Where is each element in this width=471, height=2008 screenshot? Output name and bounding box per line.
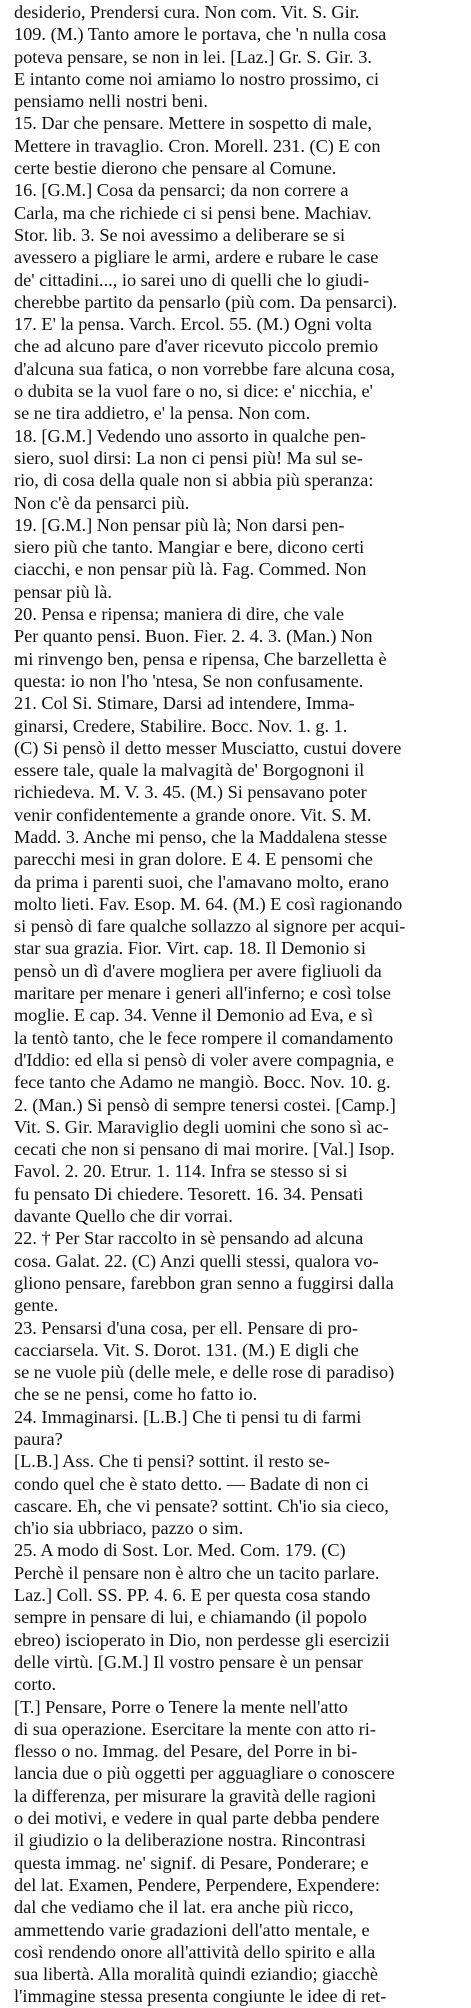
text-line: 109. (M.) Tanto amore le portava, che 'n nulla cosa [14, 24, 387, 45]
text-line: così rendendo onore all'attività dello spirito e alla [14, 1941, 376, 1962]
text-line: Mettere in travaglio. Cron. Morell. 231. (C) E con [14, 135, 381, 156]
dictionary-entry [14, 1696, 465, 2008]
text-line: ammettendo varie gradazioni dell'atto mentale, e [14, 1919, 370, 1940]
text-line: cosa. Galat. 22. (C) Anzi quelli stessi, qualora vo- [14, 1250, 379, 1271]
dictionary-entry [14, 1539, 465, 1695]
dictionary-entry [14, 425, 465, 514]
text-line: essere tale, quale la malvagità de' Borgognoni il [14, 760, 365, 781]
text-line: 2. (Man.) Si pensò di sempre tenersi costei. [Camp.] [14, 1094, 396, 1115]
text-line: 20. Pensa e ripensa; maniera di dire, che vale [14, 604, 344, 625]
text-line: fu pensato Di chiedere. Tesorett. 16. 34. Pensati [14, 1183, 364, 1204]
text-line: cascare. Eh, che vi pensate? sottint. Ch'io sia cieco, [14, 1495, 389, 1516]
text-line: gliono pensare, farebbon gran senno a fuggirsi dalla [14, 1272, 394, 1293]
text-line: cecati che non si pensano di mai morire. [Val.] Isop. [14, 1139, 395, 1160]
text-line: Laz.] Coll. SS. PP. 4. 6. E per questa cosa stando [14, 1585, 371, 1606]
text-line: da prima i parenti suoi, che l'amavano molto, erano [14, 871, 389, 892]
text-line: pensò un dì d'avere mogliera per avere figliuoli da [14, 960, 382, 981]
dictionary-entry [14, 1227, 465, 1316]
dictionary-entry [14, 514, 465, 603]
text-line: Favol. 2. 20. Etrur. 1. 114. Infra se stesso si si [14, 1161, 348, 1182]
text-line: parecchi mesi in gran dolore. E 4. E pensomi che [14, 849, 373, 870]
text-line: il giudizio o la deliberazione nostra. Rincontrasi [14, 1830, 366, 1851]
text-line: Non c'è da pensarci più. [14, 492, 190, 513]
dictionary-entry [14, 603, 465, 692]
text-line: [L.B.] Ass. Che ti pensi? sottint. il resto se- [14, 1451, 330, 1472]
text-line: desiderio, Prendersi cura. Non com. Vit. S. Gir. [14, 2, 360, 22]
text-line: 21. Col Si. Stimare, Darsi ad intendere, Imma- [14, 693, 355, 714]
dictionary-entry [14, 1450, 465, 1539]
text-line: 16. [G.M.] Cosa da pensarci; da non correre a [14, 180, 349, 201]
text-line: d'Iddio: ed ella si pensò di voler avere compagnia, e [14, 1049, 394, 1070]
text-line: o dubita se la vuol fare o no, si dice: e' nicchia, e' [14, 381, 373, 402]
text-line: venir confidentemente a grande onore. Vit. S. M. [14, 804, 372, 825]
text-line: poteva pensare, se non in lei. [Laz.] Gr. S. Gir. 3. [14, 46, 372, 67]
text-line: (C) Si pensò il detto messer Musciatto, custui dovere [14, 737, 402, 758]
text-line: maritare per menare i generi all'inferno; e così tolse [14, 983, 391, 1004]
text-line: Stor. lib. 3. Se noi avessimo a deliberare se si [14, 224, 346, 245]
text-line: dal che vediamo che il lat. era anche più ricco, [14, 1897, 354, 1918]
text-line: paura? [14, 1429, 63, 1449]
text-line: siero, suol dirsi: La non ci pensi più! Ma sul se- [14, 447, 363, 468]
text-line: che ad alcuno pare d'aver ricevuto piccolo premio [14, 336, 379, 357]
text-line: pensar più là. [14, 581, 112, 602]
text-line: delle virtù. [G.M.] Il vostro pensare è un pensar [14, 1651, 363, 1672]
dictionary-entry [14, 1, 465, 112]
text-line: ch'io sia ubbriaco, pazzo o sim. [14, 1518, 244, 1539]
dictionary-entry [14, 1406, 465, 1451]
text-line: ciacchi, e non pensar più là. Fag. Commed. Non [14, 559, 367, 580]
text-line: l'immagine stessa presenta congiunte le idee di ret- [14, 1986, 387, 2007]
text-line: Perchè il pensare non è altro che un tacito parlare. [14, 1562, 380, 1583]
text-line: si pensò di fare qualche sollazzo al signore per acqui- [14, 916, 406, 937]
text-line: certe bestie dierono che pensare al Comune. [14, 158, 337, 179]
text-line: la tentò tanto, che le fece rompere il comandamento [14, 1027, 394, 1048]
text-line: 23. Pensarsi d'una cosa, per ell. Pensare di pro- [14, 1317, 358, 1338]
text-line: del lat. Examen, Pendere, Perpendere, Expendere: [14, 1874, 380, 1895]
text-line: richiedeva. M. V. 3. 45. (M.) Si pensavano poter [14, 782, 367, 803]
text-line: ebreo) iscioperato in Dio, non perdesse gli esercizii [14, 1629, 390, 1650]
text-line: davante Quello che dir vorrai. [14, 1206, 233, 1227]
text-line: 19. [G.M.] Non pensar più là; Non darsi pen- [14, 514, 345, 535]
text-line: o dei motivi, e vedere in qual parte debba pendere [14, 1808, 380, 1829]
dictionary-entry [14, 179, 465, 313]
text-line: 17. E' la pensa. Varch. Ercol. 55. (M.) Ogni volta [14, 314, 372, 335]
text-line: mi rinvengo ben, pensa e ripensa, Che barzelletta è [14, 648, 387, 669]
text-line: rio, di cosa della quale non si abbia più speranza: [14, 470, 374, 491]
text-line: E intanto come noi amiamo lo nostro prossimo, ci [14, 68, 380, 89]
text-line: avessero a pigliare le armi, ardere e rubare le case [14, 247, 379, 268]
dictionary-entry [14, 313, 465, 424]
text-line: gente. [14, 1295, 59, 1316]
text-line: moglie. E cap. 34. Venne il Demonio ad Eva, e sì [14, 1005, 374, 1026]
text-line: questa immag. ne' signif. di Pesare, Ponderare; e [14, 1852, 369, 1873]
text-line: d'alcuna sua fatica, o non vorrebbe fare alcuna cosa, [14, 358, 395, 379]
text-line: 15. Dar che pensare. Mettere in sospetto di male, [14, 113, 372, 134]
text-line: questa: io non l'ho 'ntesa, Se non confusamente. [14, 670, 364, 691]
text-line: 25. A modo di Sost. Lor. Med. Com. 179. (C) [14, 1540, 346, 1561]
text-line: se ne tira addietro, e' la pensa. Non com. [14, 403, 311, 424]
text-line: pensiamo nelli nostri beni. [14, 91, 208, 112]
text-line: flesso o no. Immag. del Pesare, del Porre in bi- [14, 1741, 358, 1762]
text-line: star sua grazia. Fior. Virt. cap. 18. Il Demonio si [14, 938, 366, 959]
text-line: di sua operazione. Esercitare la mente con atto ri- [14, 1718, 376, 1739]
text-line: sempre in pensare di lui, e chiamando (il popolo [14, 1607, 367, 1628]
text-line: [T.] Pensare, Porre o Tenere la mente nell'atto [14, 1696, 348, 1717]
dictionary-entry [14, 692, 465, 1227]
dictionary-entry [14, 112, 465, 179]
text-line: cherebbe partito da pensarlo (più com. Da pensarci). [14, 291, 398, 312]
text-line: lancia due o più oggetti per agguagliare o conoscere [14, 1763, 395, 1784]
text-line: molto lieti. Fav. Esop. M. 64. (M.) E così ragionando [14, 893, 403, 914]
text-line: che se ne pensi, come ho fatto io. [14, 1384, 258, 1405]
text-line: cacciarsela. Vit. S. Dorot. 131. (M.) E digli che [14, 1339, 359, 1360]
text-line: condo quel che è stato detto. — Badate di non ci [14, 1473, 369, 1494]
text-line: de' cittadini..., io sarei uno di quelli che lo giudi- [14, 269, 370, 290]
text-line: corto. [14, 1674, 57, 1695]
text-line: Madd. 3. Anche mi penso, che la Maddalena stesse [14, 826, 388, 847]
text-line: Vit. S. Gir. Maraviglio degli uomini che sono sì ac- [14, 1116, 389, 1137]
text-line: 18. [G.M.] Vedendo uno assorto in qualche pen- [14, 425, 367, 446]
dictionary-entry [14, 1317, 465, 1406]
text-line: fece tanto che Adamo ne mangiò. Bocc. Nov. 10. g. [14, 1072, 391, 1093]
text-line: 24. Immaginarsi. [L.B.] Che ti pensi tu di farmi [14, 1406, 362, 1427]
text-line: la differenza, per misurare la gravità delle ragioni [14, 1785, 377, 1806]
text-line: 22. † Per Star raccolto in sè pensando ad alcuna [14, 1228, 364, 1249]
text-line: se ne vuole più (delle mele, e delle rose di paradiso) [14, 1362, 395, 1383]
text-line: siero più che tanto. Mangiar e bere, dicono certi [14, 537, 365, 558]
text-line: sua libertà. Alla moralità quindi eziandio; giacchè [14, 1964, 378, 1985]
text-line: Carla, ma che richiede ci si pensi bene. Machiav. [14, 202, 372, 223]
text-line: ginarsi, Credere, Stabilire. Bocc. Nov. 1. g. 1. [14, 715, 348, 736]
text-line: Per quanto pensi. Buon. Fier. 2. 4. 3. (Man.) Non [14, 626, 373, 647]
